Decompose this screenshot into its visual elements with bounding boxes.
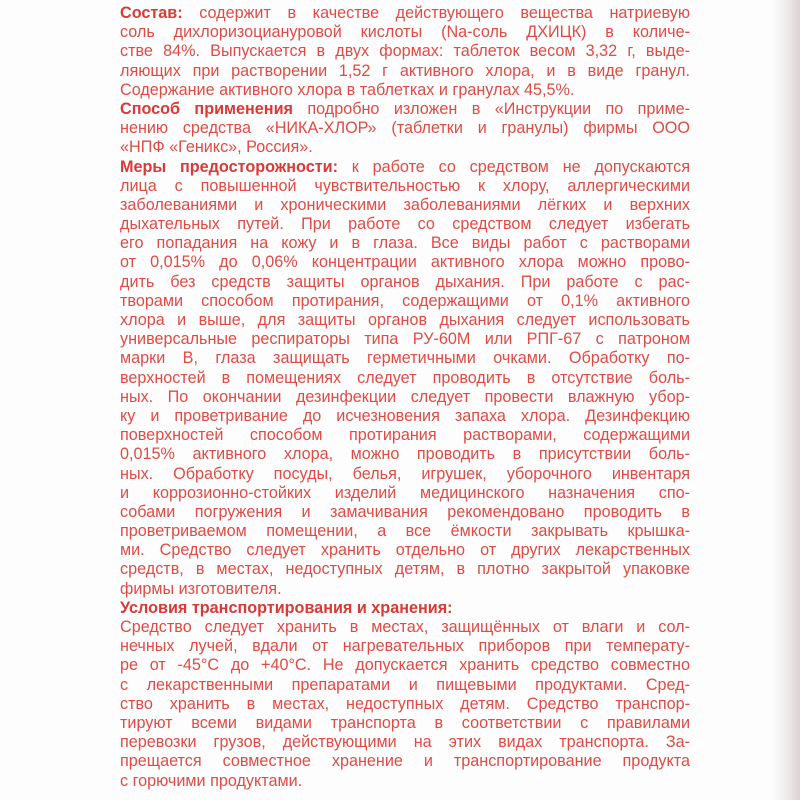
precautions-line-7: дить без средств защиты органов дыхания. При работе с рас-: [120, 272, 690, 291]
composition-heading: Состав:: [120, 4, 183, 22]
precautions-line-2: лица с повышенной чувствительностью к хлору, аллергическими: [120, 176, 690, 195]
composition-line-5: Содержание активного хлора в таблетках и гранулах 45,5%.: [120, 80, 575, 99]
storage-line-7: перевозки грузов, действующими на этих видах транспорта. За-: [120, 733, 690, 752]
precautions-line-16: 0,015% активного хлора, можно проводить в присутствии боль-: [120, 445, 690, 464]
precautions-line-19: собами погружения и замачивания рекомендовано проводить в: [120, 502, 690, 521]
composition-line-3: стве 84%. Выпускается в двух формах: таблеток весом 3,32 г, выде-: [120, 42, 690, 61]
label-text-block: [120, 4, 690, 791]
precautions-line-8: творами способом протирания, содержащими от 0,1% активного: [120, 291, 690, 310]
precautions-line-12: верхностей в помещениях следует проводить в отсутствие боль-: [120, 368, 690, 387]
precautions-line-18: и коррозионно-стойких изделий медицинского назначения спо-: [120, 483, 690, 502]
precautions-line-21: ми. Средство следует хранить отдельно от других лекарственных: [120, 541, 690, 560]
precautions-line-9: хлора и выше, для защиты органов дыхания следует использовать: [120, 311, 690, 329]
usage-line-1: Способ применения подробно изложен в «Инструкции по приме-: [120, 99, 690, 118]
usage-line-2: нению средства «НИКА-ХЛОР» (таблетки и гранулы) фирмы ООО: [120, 119, 690, 138]
storage-line-2: нечных лучей, вдали от нагревательных приборов при температу-: [120, 637, 690, 656]
precautions-line-23: фирмы изготовителя.: [120, 579, 282, 598]
precautions-line-20: проветриваемом помещении, а все ёмкости закрывать крышка-: [120, 522, 690, 541]
storage-line-5: ство хранить в местах, недоступных детям. Средство транспор-: [120, 694, 690, 713]
precautions-line-4: дыхательных путей. При работе со средством следует избегать: [120, 215, 690, 234]
storage-line-4: с лекарственными препаратами и пищевыми продуктами. Сред-: [120, 675, 690, 694]
composition-line-4: ляющих при растворении 1,52 г активного хлора, и в виде гранул.: [120, 61, 690, 80]
bottle-edge-shadow: [772, 0, 800, 800]
precautions-line-1: Меры предосторожности: к работе со средством не допускаются: [120, 157, 690, 176]
precautions-heading: Меры предосторожности:: [120, 157, 338, 176]
composition-line-1: Состав: содержит в качестве действующего вещества натриевую: [120, 4, 690, 22]
precautions-line-3: заболеваниями и хроническими заболеваниями лёгких и верхних: [120, 195, 690, 214]
storage-heading: Условия транспортирования и хранения:: [120, 598, 453, 617]
composition-line-2: соль дихлоризоциануровой кислоты (Na-соль ДХИЦК) в количе-: [120, 23, 690, 42]
storage-line-9: с горючими продуктами.: [120, 771, 303, 790]
precautions-line-13: ных. По окончании дезинфекции следует провести влажную убор-: [120, 387, 690, 406]
storage-line-1: Средство следует хранить в местах, защищённых от влаги и сол-: [120, 618, 690, 636]
storage-line-3: ре от -45°С до +40°С. Не допускается хранить средство совместно: [120, 656, 690, 675]
precautions-line-22: средств, в местах, недоступных детям, в плотно закрытой упаковке: [120, 560, 690, 579]
precautions-line-11: марки В, глаза защищать герметичными очками. Обработку по-: [120, 349, 690, 368]
storage-line-6: тируют всеми видами транспорта в соответствии с правилами: [120, 713, 690, 732]
precautions-line-6: от 0,015% до 0,06% концентрации активного хлора можно прово-: [120, 253, 690, 272]
usage-heading: Способ применения: [120, 99, 293, 118]
precautions-line-15: поверхностей способом протирания растворами, содержащими: [120, 426, 690, 445]
usage-line-3: «НПФ «Геникс», Россия».: [120, 138, 313, 157]
precautions-line-5: его попадания на кожу и в глаза. Все виды работ с растворами: [120, 234, 690, 253]
precautions-line-10: универсальные респираторы типа РУ-60М или РПГ-67 с патроном: [120, 330, 690, 349]
storage-line-8: прещается совместное хранение и транспортирование продукта: [120, 752, 690, 771]
precautions-line-17: ных. Обработку посуды, белья, игрушек, уборочного инвентаря: [120, 464, 690, 483]
precautions-line-14: ку и проветривание до исчезновения запаха хлора. Дезинфекцию: [120, 406, 690, 425]
